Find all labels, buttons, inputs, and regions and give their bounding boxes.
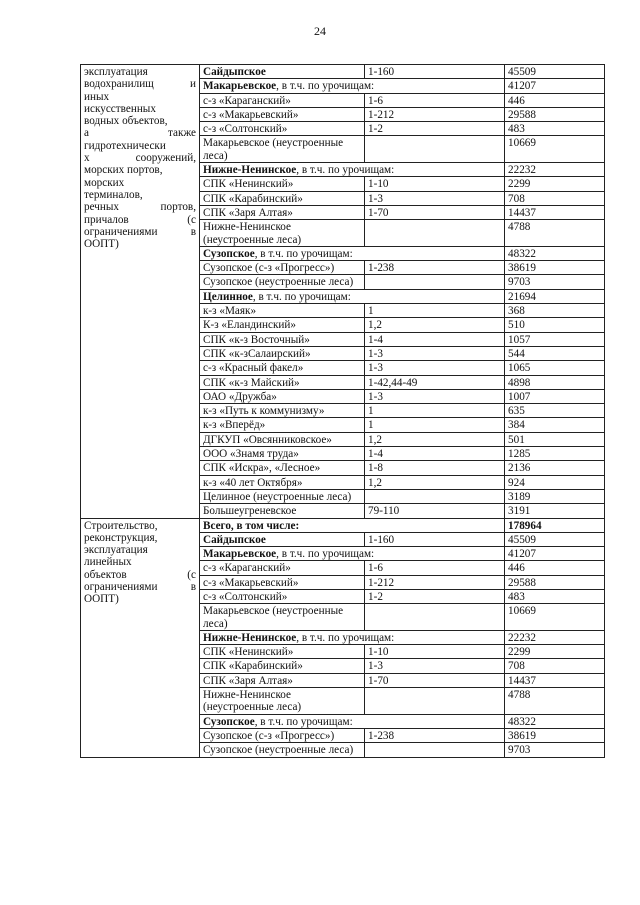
quarter-numbers: 1,2 <box>365 475 505 489</box>
section-label <box>200 246 505 260</box>
quarter-numbers: 1-8 <box>365 461 505 475</box>
area-value <box>505 504 605 518</box>
forestry-name: СПК «Искра», «Лесное» <box>200 461 365 475</box>
purpose-line: водохранилищ и <box>84 78 196 91</box>
forestry-name: СПК «Заря Алтая» <box>200 205 365 219</box>
forestry-name: с-з «Макарьевский» <box>200 107 365 121</box>
forestry-name-bold: Сайдыпское <box>203 66 266 78</box>
area-value <box>505 220 605 247</box>
quarter-numbers: 1-3 <box>365 361 505 375</box>
purpose-line: морских портов, <box>84 164 163 177</box>
area-text: 38619 <box>508 262 536 275</box>
area-value <box>505 136 605 163</box>
area-value <box>505 589 605 603</box>
area-text: 544 <box>508 347 525 360</box>
area-text: 4788 <box>508 689 531 702</box>
section-name: Макарьевское <box>203 548 277 561</box>
area-value <box>505 532 605 546</box>
forestry-name: к-з «40 лет Октября» <box>200 475 365 489</box>
quarter-numbers <box>365 604 505 631</box>
area-text: 1057 <box>508 333 531 346</box>
area-value <box>505 318 605 332</box>
quarter-numbers: 1-212 <box>365 107 505 121</box>
quarter-numbers: 1-160 <box>365 65 505 79</box>
area-value <box>505 332 605 346</box>
section-label <box>200 547 505 561</box>
area-text: 9703 <box>508 744 531 757</box>
quarter-numbers <box>365 275 505 289</box>
forestry-name: с-з «Макарьевский» <box>200 575 365 589</box>
area-value <box>505 645 605 659</box>
purpose-line: эксплуатация <box>84 66 148 78</box>
quarter-numbers: 79-110 <box>365 504 505 518</box>
area-text: 2299 <box>508 646 531 659</box>
area-value <box>505 191 605 205</box>
area-value <box>505 275 605 289</box>
area-text: 501 <box>508 433 525 446</box>
forestry-name: СПК «к-з Майский» <box>200 375 365 389</box>
quarter-numbers: 1-3 <box>365 346 505 360</box>
purpose-line: линейных <box>84 556 132 569</box>
section-label <box>200 630 505 644</box>
forestry-name: Сузопское (с-з «Прогресс») <box>200 261 365 275</box>
purpose-line: иных <box>84 90 110 103</box>
area-text: 708 <box>508 192 525 205</box>
quarter-numbers <box>365 743 505 757</box>
area-value <box>505 163 605 177</box>
area-text: 38619 <box>508 729 536 742</box>
forestry-name: ДГКУП «Овсянниковское» <box>200 432 365 446</box>
area-value <box>505 93 605 107</box>
forestry-name: Целинное (неустроенные леса) <box>200 489 365 503</box>
forestry-name <box>200 65 365 79</box>
area-text: 446 <box>508 562 525 575</box>
area-value <box>505 289 605 303</box>
area-text: 9703 <box>508 276 531 289</box>
section-suffix: , в т.ч. по урочищам: <box>276 80 375 93</box>
forestry-name: Нижне-Ненинское (неустроенные леса) <box>200 688 365 715</box>
area-text: 3189 <box>508 490 531 503</box>
area-value <box>505 246 605 260</box>
area-text: 45509 <box>508 66 536 78</box>
section-name: Целинное <box>203 290 253 303</box>
quarter-numbers <box>365 489 505 503</box>
area-value <box>505 630 605 644</box>
area-text: 483 <box>508 123 525 136</box>
area-value <box>505 547 605 561</box>
area-text: 41207 <box>508 80 536 93</box>
forestry-name: к-з «Маяк» <box>200 304 365 318</box>
purpose-line: терминалов, <box>84 188 143 201</box>
purpose-line: ограничениями в <box>84 580 196 593</box>
area-text: 1285 <box>508 448 531 461</box>
area-text: 22232 <box>508 164 536 177</box>
section-suffix: , в т.ч. по урочищам: <box>276 548 375 561</box>
area-value <box>505 418 605 432</box>
section-name: Макарьевское <box>203 80 277 93</box>
area-value <box>505 575 605 589</box>
purpose-cell <box>81 65 200 519</box>
area-value <box>505 177 605 191</box>
quarter-numbers: 1-2 <box>365 589 505 603</box>
forestry-name: К-з «Еландинский» <box>200 318 365 332</box>
area-value <box>505 404 605 418</box>
area-text: 368 <box>508 305 525 318</box>
area-text: 708 <box>508 660 525 673</box>
area-text: 29588 <box>508 108 536 121</box>
area-text: 1007 <box>508 390 531 403</box>
section-suffix: , в т.ч. по урочищам: <box>296 631 395 644</box>
section-suffix: , в т.ч. по урочищам: <box>254 247 353 260</box>
purpose-line: ограничениями в <box>84 225 196 238</box>
area-value <box>505 518 605 532</box>
area-value <box>505 375 605 389</box>
forestry-name: Большеугреневское <box>200 504 365 518</box>
area-text: 41207 <box>508 548 536 561</box>
area-text: 483 <box>508 590 525 603</box>
quarter-numbers: 1 <box>365 304 505 318</box>
area-value <box>505 122 605 136</box>
forestry-name: Сузопское (неустроенные леса) <box>200 275 365 289</box>
quarter-numbers: 1-238 <box>365 261 505 275</box>
section-name: Нижне-Ненинское <box>203 164 297 177</box>
area-value <box>505 261 605 275</box>
area-value <box>505 673 605 687</box>
area-value <box>505 489 605 503</box>
quarter-numbers: 1-3 <box>365 389 505 403</box>
area-value <box>505 714 605 728</box>
purpose-line: ООПТ) <box>84 593 119 606</box>
section-label <box>200 289 505 303</box>
purpose-line: а также <box>84 127 196 140</box>
section-label <box>200 163 505 177</box>
quarter-numbers: 1-70 <box>365 673 505 687</box>
quarter-numbers <box>365 136 505 163</box>
area-text: 21694 <box>508 290 536 303</box>
section-name: Сузопское <box>203 247 255 260</box>
quarter-numbers: 1-160 <box>365 532 505 546</box>
area-value <box>505 79 605 93</box>
area-value <box>505 205 605 219</box>
area-text: 14437 <box>508 674 536 687</box>
area-value <box>505 107 605 121</box>
purpose-line: искусственных <box>84 102 156 115</box>
area-text: 22232 <box>508 631 536 644</box>
area-text: 384 <box>508 419 525 432</box>
area-value <box>505 461 605 475</box>
area-text: 29588 <box>508 576 536 589</box>
area-text: 510 <box>508 319 525 332</box>
purpose-line: речных портов, <box>84 201 196 214</box>
purpose-line: объектов (с <box>84 568 196 581</box>
area-text: 10669 <box>508 137 536 150</box>
section-name: Нижне-Ненинское <box>203 631 297 644</box>
forest-areas-table <box>80 64 605 758</box>
purpose-line: Строительство, <box>84 519 158 532</box>
quarter-numbers: 1-42,44-49 <box>365 375 505 389</box>
area-text: 10669 <box>508 605 536 618</box>
purpose-line: причалов (с <box>84 213 196 226</box>
area-text: 2299 <box>508 178 531 191</box>
quarter-numbers: 1-6 <box>365 561 505 575</box>
table-row <box>81 518 605 532</box>
page-number: 24 <box>314 24 326 38</box>
forestry-name <box>200 532 365 546</box>
quarter-numbers: 1 <box>365 404 505 418</box>
section-suffix: , в т.ч. по урочищам: <box>254 715 353 728</box>
forestry-name: СПК «Ненинский» <box>200 177 365 191</box>
area-text: 45509 <box>508 533 536 546</box>
quarter-numbers: 1,2 <box>365 432 505 446</box>
purpose-line: реконструкция, <box>84 531 158 544</box>
forestry-name: СПК «к-з Восточный» <box>200 332 365 346</box>
section-label <box>200 79 505 93</box>
quarter-numbers: 1-3 <box>365 191 505 205</box>
table-row <box>81 65 605 79</box>
section-name: Всего, в том числе: <box>203 519 300 532</box>
area-value <box>505 475 605 489</box>
area-text: 4898 <box>508 376 531 389</box>
area-value <box>505 561 605 575</box>
area-value <box>505 728 605 742</box>
forestry-name: Сузопское (неустроенные леса) <box>200 743 365 757</box>
quarter-numbers: 1-10 <box>365 177 505 191</box>
quarter-numbers: 1-212 <box>365 575 505 589</box>
area-value <box>505 304 605 318</box>
area-text: 635 <box>508 405 525 418</box>
forestry-name: СПК «Ненинский» <box>200 645 365 659</box>
forestry-name: СПК «к-зСалаирский» <box>200 346 365 360</box>
forestry-name: Сузопское (с-з «Прогресс») <box>200 728 365 742</box>
area-text: 2136 <box>508 462 531 475</box>
area-text: 1065 <box>508 362 531 375</box>
quarter-numbers: 1-3 <box>365 659 505 673</box>
forestry-name: с-з «Караганский» <box>200 93 365 107</box>
area-value <box>505 346 605 360</box>
purpose-line: морских <box>84 176 125 189</box>
forestry-name: Макарьевское (неустроенные леса) <box>200 136 365 163</box>
section-suffix: , в т.ч. по урочищам: <box>296 164 395 177</box>
forestry-name: СПК «Заря Алтая» <box>200 673 365 687</box>
area-value <box>505 65 605 79</box>
forestry-name: ОАО «Дружба» <box>200 389 365 403</box>
purpose-line: х сооружений, <box>84 152 196 165</box>
area-text: 48322 <box>508 715 536 728</box>
purpose-line: эксплуатация <box>84 544 148 557</box>
quarter-numbers: 1-10 <box>365 645 505 659</box>
area-value <box>505 743 605 757</box>
total-label <box>200 518 505 532</box>
purpose-line: водных объектов, <box>84 115 168 128</box>
area-text: 924 <box>508 476 525 489</box>
forestry-name: СПК «Карабинский» <box>200 659 365 673</box>
quarter-numbers: 1-4 <box>365 447 505 461</box>
quarter-numbers: 1-238 <box>365 728 505 742</box>
forestry-name: СПК «Карабинский» <box>200 191 365 205</box>
area-text: 14437 <box>508 206 536 219</box>
purpose-line: ООПТ) <box>84 238 119 251</box>
area-value <box>505 432 605 446</box>
area-value <box>505 389 605 403</box>
quarter-numbers: 1,2 <box>365 318 505 332</box>
forestry-name: Нижне-Ненинское (неустроенные леса) <box>200 220 365 247</box>
forestry-name-bold: Сайдыпское <box>203 533 266 546</box>
area-text: 48322 <box>508 247 536 260</box>
section-suffix: , в т.ч. по урочищам: <box>252 290 351 303</box>
quarter-numbers: 1 <box>365 418 505 432</box>
section-name: Сузопское <box>203 715 255 728</box>
purpose-line: гидротехнически <box>84 139 166 152</box>
area-text: 4788 <box>508 221 531 234</box>
forestry-name: с-з «Солтонский» <box>200 589 365 603</box>
quarter-numbers: 1-70 <box>365 205 505 219</box>
forestry-name: к-з «Вперёд» <box>200 418 365 432</box>
section-label <box>200 714 505 728</box>
quarter-numbers: 1-4 <box>365 332 505 346</box>
purpose-cell <box>81 518 200 757</box>
forestry-name: с-з «Красный факел» <box>200 361 365 375</box>
forestry-name: Макарьевское (неустроенные леса) <box>200 604 365 631</box>
forestry-name: с-з «Солтонский» <box>200 122 365 136</box>
table-body <box>81 65 605 758</box>
area-value <box>505 659 605 673</box>
forestry-name: к-з «Путь к коммунизму» <box>200 404 365 418</box>
area-value <box>505 604 605 631</box>
quarter-numbers: 1-6 <box>365 93 505 107</box>
area-text: 3191 <box>508 505 531 518</box>
quarter-numbers <box>365 688 505 715</box>
quarter-numbers: 1-2 <box>365 122 505 136</box>
forestry-name: ООО «Знамя труда» <box>200 447 365 461</box>
area-text: 446 <box>508 94 525 107</box>
quarter-numbers <box>365 220 505 247</box>
area-value <box>505 447 605 461</box>
area-value <box>505 688 605 715</box>
area-text: 178964 <box>508 519 542 532</box>
forestry-name: с-з «Караганский» <box>200 561 365 575</box>
area-value <box>505 361 605 375</box>
